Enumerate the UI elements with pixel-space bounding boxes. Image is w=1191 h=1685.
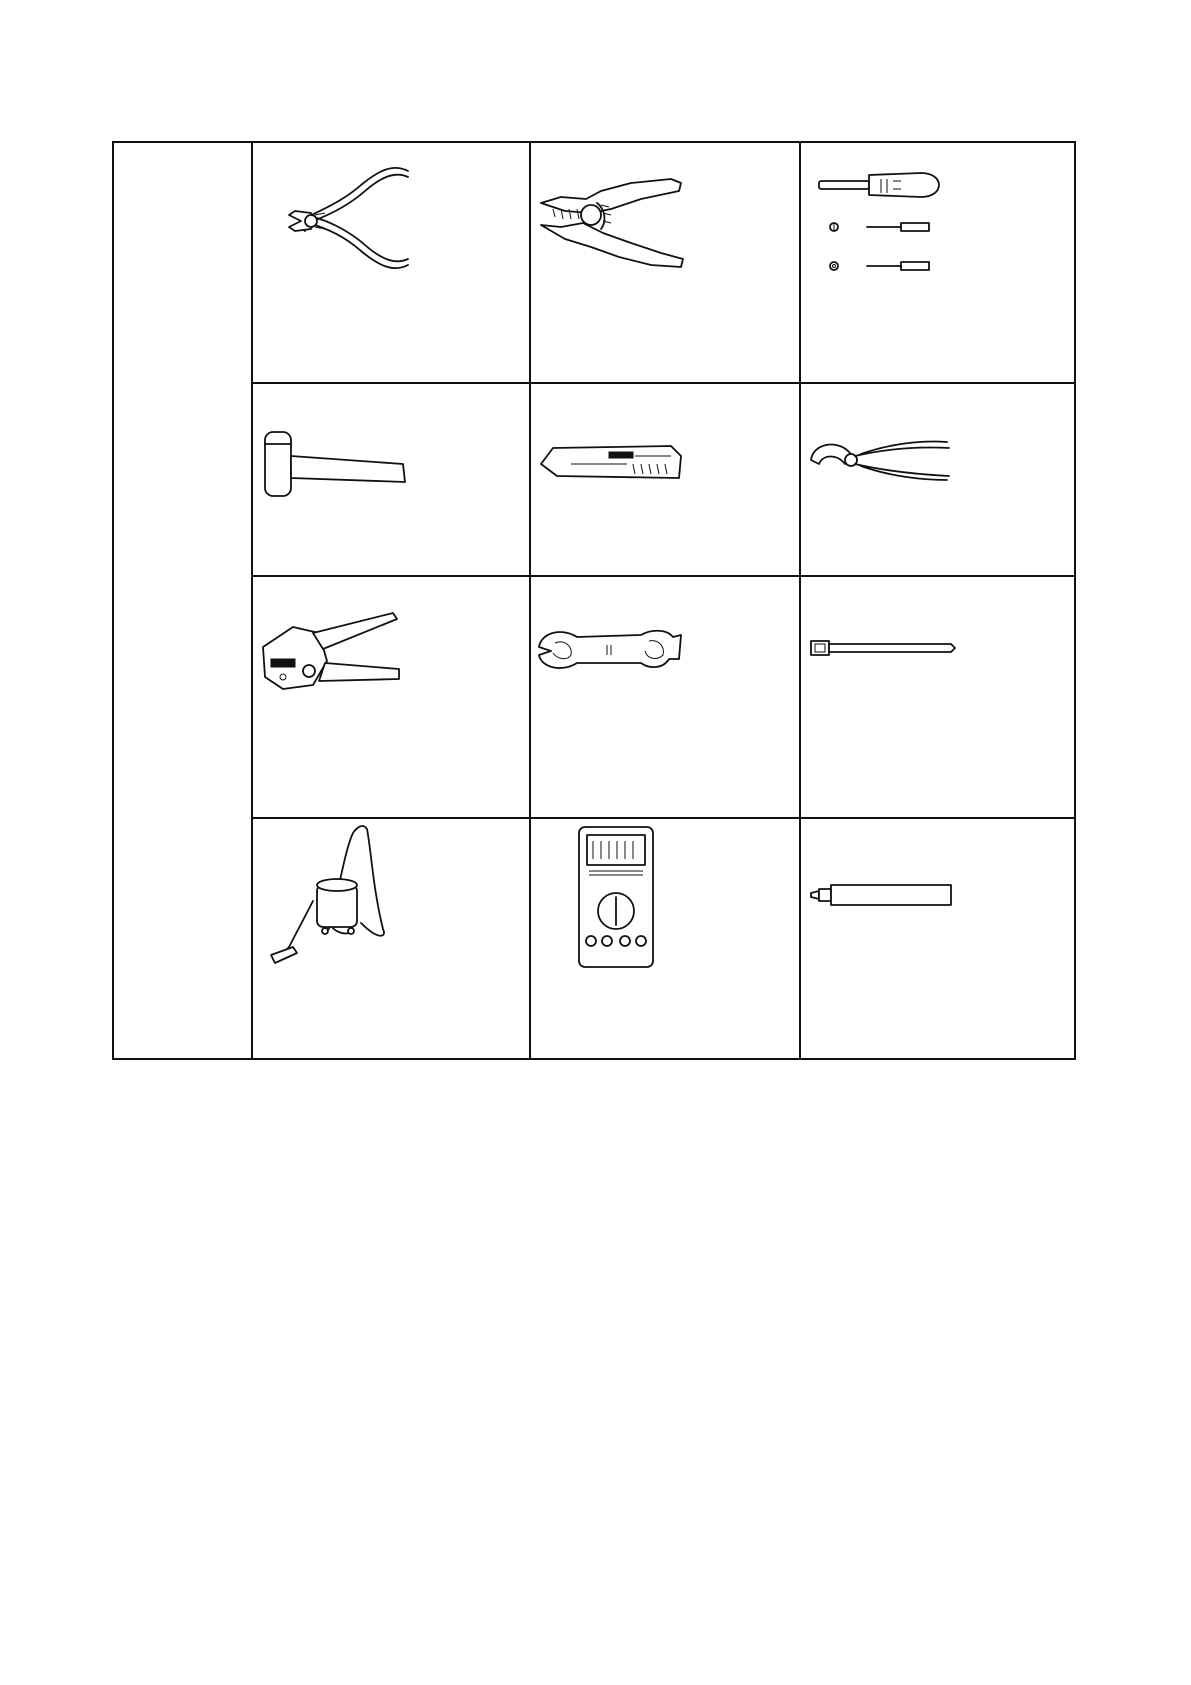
table-cell — [800, 576, 1075, 818]
tools-table — [112, 141, 1076, 1060]
utility-knife-icon — [531, 384, 801, 575]
connector-spanner-icon — [531, 577, 801, 817]
table-cell — [800, 383, 1075, 576]
table-cell — [530, 576, 801, 818]
table-row — [113, 142, 1075, 383]
table-cell — [530, 142, 801, 383]
table-cell — [252, 818, 530, 1059]
table-cell — [252, 142, 530, 383]
table-cell — [800, 818, 1075, 1059]
table-cell — [252, 383, 530, 576]
screwdriver-with-bits-icon — [801, 143, 1075, 382]
table-row — [113, 576, 1075, 818]
cable-cutter-icon — [801, 384, 1075, 575]
crimping-tool-icon — [253, 577, 530, 817]
table-cell — [800, 142, 1075, 383]
table-cell — [530, 383, 801, 576]
marker-pen-icon — [801, 819, 1075, 1058]
table-row — [113, 818, 1075, 1059]
label-cell — [113, 142, 252, 1059]
cable-tie-icon — [801, 577, 1075, 817]
multimeter-icon — [531, 819, 801, 1058]
mallet-icon — [253, 384, 530, 575]
table-cell — [530, 818, 801, 1059]
vacuum-cleaner-icon — [253, 819, 530, 1058]
table-row — [113, 383, 1075, 576]
diagonal-cutting-pliers-icon — [253, 143, 530, 382]
table-cell — [252, 576, 530, 818]
wire-stripper-icon — [531, 143, 801, 382]
